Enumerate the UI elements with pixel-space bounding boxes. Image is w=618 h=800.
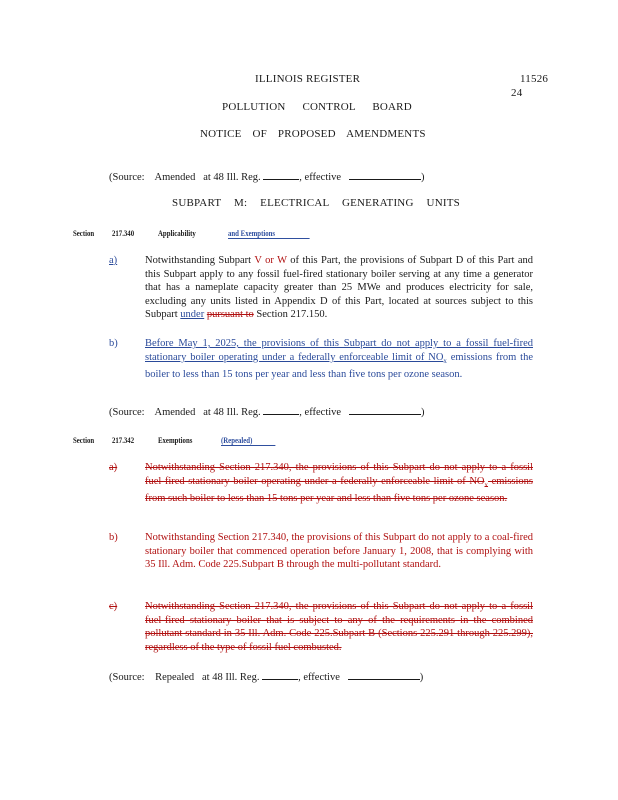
inserted-text: under <box>180 309 205 321</box>
agency-name: POLLUTION CONTROL BOARD <box>222 101 412 113</box>
section-title-inserted: and Exemptions <box>228 229 310 239</box>
source-reg: at 48 Ill. Reg. <box>202 672 260 683</box>
source-reg: at 48 Ill. Reg. <box>203 407 261 418</box>
para-label-a: a) <box>109 462 118 473</box>
para-label-b: b) <box>109 338 118 349</box>
para-label-c: c) <box>109 601 118 612</box>
source-note-2 <box>109 405 424 418</box>
source-prefix: (Source: <box>109 172 145 183</box>
reg-blank <box>263 170 299 180</box>
section-number: 217.342 <box>112 436 135 445</box>
para-text: Notwithstanding Section 217.340, the provisions of this Subpart do not apply to a coal-fired stationary boiler that commenced operation before January 1, 2008, that is complying with 35 Ill. Adm. Code 225.Subpart B through the multi-pollutant standard. <box>145 532 533 571</box>
inserted-text: V or W <box>254 255 287 266</box>
source-prefix: (Source: <box>109 407 145 418</box>
source-action: Amended <box>154 172 196 183</box>
source-note-1 <box>109 170 424 183</box>
inserted-text: emissions from the boiler to less than 15 tons per year and less than five tons per ozone season. <box>145 351 533 381</box>
para-label-b: b) <box>109 532 118 543</box>
source-action: Repealed <box>155 672 195 683</box>
para-340-b <box>145 337 533 382</box>
date-blank <box>349 170 421 180</box>
para-text: Notwithstanding Subpart <box>145 255 255 266</box>
register-title: ILLINOIS REGISTER <box>255 73 361 85</box>
para-342-c <box>145 600 533 654</box>
para-label-a: a) <box>109 255 118 266</box>
reg-blank <box>262 670 298 680</box>
date-blank <box>349 405 421 415</box>
section-label: Section <box>73 436 95 445</box>
source-effective: , effective <box>299 407 342 418</box>
source-close: ) <box>420 407 425 418</box>
date-blank <box>348 670 420 680</box>
source-effective: , effective <box>298 672 340 683</box>
source-close: ) <box>420 172 425 183</box>
subscript: x <box>484 480 489 489</box>
section-title: Exemptions <box>158 436 193 445</box>
deleted-text: Notwithstanding Section 217.340, the provisions of this Subpart do not apply to a fossil fuel-fired stationary boiler that is subject to any of the requirements in the combined pollutant standard in 35 Ill. Adm. Code 225.Subpart B (Sections 225.291 through 225.299), regardless of the type of fossil fuel combusted. <box>145 601 533 653</box>
section-label: Section <box>73 229 95 238</box>
deleted-text: emissions from such boiler to less than 15 tons per year and less than five tons per ozone season. <box>145 475 534 505</box>
para-340-a <box>145 254 533 322</box>
notice-title: NOTICE OF PROPOSED AMENDMENTS <box>200 128 426 140</box>
section-title-inserted: (Repealed) <box>221 436 275 446</box>
para-text: Section 217.150. <box>253 309 328 321</box>
inserted-text: Before May 1, 2025, the provisions of this Subpart do not apply to a fossil fuel-fired stationary boiler operating under a federally enforceable limit of NO <box>145 338 533 363</box>
source-close: ) <box>419 672 424 683</box>
para-342-a <box>145 461 533 506</box>
deleted-text: Notwithstanding Section 217.340, the provisions of this Subpart do not apply to a fossil fuel-fired stationary boiler operating under a federally enforceable limit of NO <box>145 462 533 487</box>
subpart-heading: SUBPART M: ELECTRICAL GENERATING UNITS <box>172 197 460 209</box>
para-342-b <box>145 531 533 572</box>
reg-blank <box>263 405 299 415</box>
source-note-3 <box>109 670 423 683</box>
section-title: Applicability <box>158 229 196 238</box>
source-effective: , effective <box>299 172 342 183</box>
source-reg: at 48 Ill. Reg. <box>203 172 261 183</box>
source-action: Amended <box>154 407 196 418</box>
para-text: of this Part, the provisions of Subpart D of this Part and this Subpart apply to any fossil fuel-fired stationary boiler serving at any time a generator that has a nameplate capacity greater than 25 MWe and produces electricity for sale, excluding any units listed in Appendix D of this Part, located at sources subject to this Subpart <box>145 255 533 321</box>
page-number: 11526 <box>520 73 549 85</box>
section-number: 217.340 <box>112 229 135 238</box>
source-prefix: (Source: <box>109 672 145 683</box>
deleted-text: pursuant to <box>206 309 254 321</box>
issue-number: 24 <box>511 87 523 99</box>
subscript: x <box>443 356 447 365</box>
